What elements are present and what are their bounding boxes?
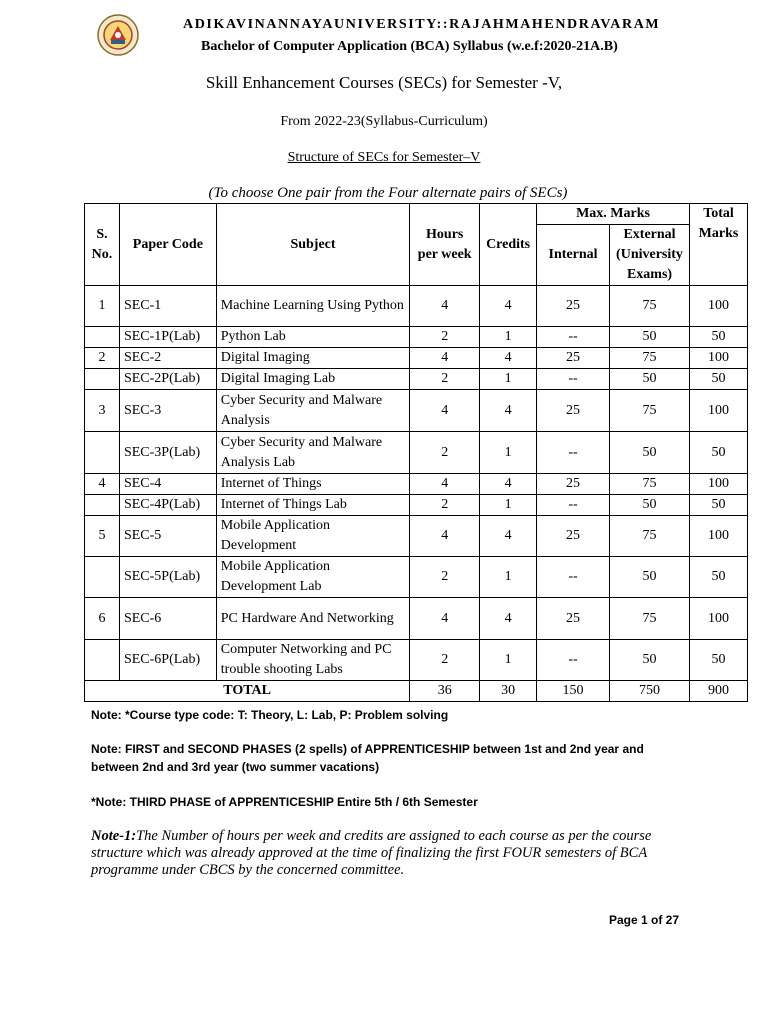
total-credits: 30 xyxy=(480,681,537,702)
cell-subject: PC Hardware And Networking xyxy=(216,598,409,640)
header-sno: S. No. xyxy=(85,204,120,286)
cell-credits: 4 xyxy=(480,348,537,369)
cell-hours: 2 xyxy=(410,495,480,516)
cell-subject: Internet of Things xyxy=(216,474,409,495)
cell-code: SEC-4P(Lab) xyxy=(119,495,216,516)
table-row xyxy=(85,432,748,474)
cell-hours: 4 xyxy=(410,348,480,369)
total-hours: 36 xyxy=(410,681,480,702)
cell-external: 75 xyxy=(610,598,690,640)
cell-total: 50 xyxy=(689,495,747,516)
note-course-type: Note: *Course type code: T: Theory, L: Lab, P: Problem solving xyxy=(91,708,449,722)
table-row xyxy=(85,286,748,327)
cell-code: SEC-5P(Lab) xyxy=(119,557,216,598)
cell-internal: -- xyxy=(537,557,610,598)
cell-code: SEC-5 xyxy=(119,516,216,557)
cell-hours: 4 xyxy=(410,598,480,640)
cell-external: 75 xyxy=(610,348,690,369)
university-seal-icon xyxy=(97,14,139,56)
cell-hours: 4 xyxy=(410,516,480,557)
cell-internal: 25 xyxy=(537,474,610,495)
table-row xyxy=(85,348,748,369)
cell-credits: 4 xyxy=(480,286,537,327)
cell-sno: 2 xyxy=(85,348,120,369)
cell-internal: 25 xyxy=(537,598,610,640)
header-subject: Subject xyxy=(216,204,409,286)
table-row xyxy=(85,369,748,390)
sec-table xyxy=(84,203,748,702)
note-1-label: Note-1: xyxy=(91,828,137,844)
cell-total: 50 xyxy=(689,369,747,390)
cell-total: 50 xyxy=(689,432,747,474)
cell-hours: 4 xyxy=(410,286,480,327)
cell-subject: Internet of Things Lab xyxy=(216,495,409,516)
cell-internal: -- xyxy=(537,327,610,348)
cell-external: 75 xyxy=(610,390,690,432)
cell-sno: 1 xyxy=(85,286,120,327)
cell-code: SEC-6P(Lab) xyxy=(119,640,216,681)
cell-hours: 2 xyxy=(410,557,480,598)
cell-sno: 4 xyxy=(85,474,120,495)
cell-hours: 4 xyxy=(410,390,480,432)
cell-total: 100 xyxy=(689,390,747,432)
header-paper-code: Paper Code xyxy=(119,204,216,286)
note-1-text: The Number of hours per week and credits are assigned to each course as per the course structure which was already approved at the time of finalizing the first FOUR semesters of BCA programme under CBCS by the concerned committee. xyxy=(91,828,652,878)
choose-instruction: (To choose One pair from the Four alternate pairs of SECs) xyxy=(208,185,568,201)
total-internal: 150 xyxy=(537,681,610,702)
cell-credits: 1 xyxy=(480,369,537,390)
table-row xyxy=(85,640,748,681)
sec-title: Skill Enhancement Courses (SECs) for Semester -V, xyxy=(205,73,563,92)
total-marks: 900 xyxy=(689,681,747,702)
course-title: Bachelor of Computer Application (BCA) Syllabus (w.e.f:2020-21A.B) xyxy=(201,39,618,54)
cell-credits: 4 xyxy=(480,598,537,640)
cell-subject: Cyber Security and Malware Analysis Lab xyxy=(216,432,409,474)
table-row xyxy=(85,390,748,432)
cell-subject: Mobile Application Development Lab xyxy=(216,557,409,598)
cell-internal: -- xyxy=(537,495,610,516)
cell-internal: 25 xyxy=(537,516,610,557)
cell-internal: 25 xyxy=(537,286,610,327)
cell-credits: 4 xyxy=(480,516,537,557)
note-apprenticeship: Note: FIRST and SECOND PHASES (2 spells) of APPRENTICESHIP between 1st and 2nd year and between 2nd and 3rd year (two summer vacations) xyxy=(91,742,644,774)
cell-total: 100 xyxy=(689,286,747,327)
cell-credits: 1 xyxy=(480,557,537,598)
cell-subject: Cyber Security and Malware Analysis xyxy=(216,390,409,432)
header-credits: Credits xyxy=(480,204,537,286)
cell-total: 100 xyxy=(689,474,747,495)
header-external: External (University Exams) xyxy=(610,225,690,286)
table-row xyxy=(85,495,748,516)
cell-subject: Mobile Application Development xyxy=(216,516,409,557)
note-1 xyxy=(91,828,691,879)
cell-code: SEC-3 xyxy=(119,390,216,432)
cell-subject: Python Lab xyxy=(216,327,409,348)
table-row xyxy=(85,516,748,557)
cell-total: 100 xyxy=(689,598,747,640)
cell-code: SEC-2 xyxy=(119,348,216,369)
cell-hours: 2 xyxy=(410,432,480,474)
cell-external: 50 xyxy=(610,327,690,348)
cell-code: SEC-3P(Lab) xyxy=(119,432,216,474)
cell-external: 50 xyxy=(610,640,690,681)
cell-hours: 2 xyxy=(410,369,480,390)
cell-sno xyxy=(85,640,120,681)
total-row xyxy=(85,681,748,702)
cell-credits: 4 xyxy=(480,474,537,495)
page-number: Page 1 of 27 xyxy=(609,913,680,927)
cell-subject: Machine Learning Using Python xyxy=(216,286,409,327)
cell-sno: 5 xyxy=(85,516,120,557)
cell-total: 100 xyxy=(689,516,747,557)
cell-external: 50 xyxy=(610,557,690,598)
total-external: 750 xyxy=(610,681,690,702)
header-internal: Internal xyxy=(537,225,610,286)
header-total: Total Marks xyxy=(689,204,747,286)
cell-external: 75 xyxy=(610,474,690,495)
cell-hours: 4 xyxy=(410,474,480,495)
cell-total: 50 xyxy=(689,557,747,598)
cell-code: SEC-1 xyxy=(119,286,216,327)
header-hours: Hours per week xyxy=(410,204,480,286)
cell-internal: 25 xyxy=(537,390,610,432)
cell-external: 75 xyxy=(610,286,690,327)
cell-subject: Computer Networking and PC trouble shooting Labs xyxy=(216,640,409,681)
cell-external: 50 xyxy=(610,495,690,516)
cell-external: 50 xyxy=(610,369,690,390)
cell-hours: 2 xyxy=(410,327,480,348)
cell-total: 50 xyxy=(689,327,747,348)
cell-internal: 25 xyxy=(537,348,610,369)
cell-code: SEC-4 xyxy=(119,474,216,495)
university-name: ADIKAVINANNAYAUNIVERSITY::RAJAHMAHENDRAVARAM xyxy=(183,17,661,32)
cell-code: SEC-1P(Lab) xyxy=(119,327,216,348)
cell-total: 100 xyxy=(689,348,747,369)
cell-sno xyxy=(85,369,120,390)
table-row xyxy=(85,474,748,495)
cell-sno xyxy=(85,495,120,516)
cell-credits: 1 xyxy=(480,640,537,681)
table-row xyxy=(85,327,748,348)
cell-credits: 1 xyxy=(480,432,537,474)
total-label: TOTAL xyxy=(85,681,410,702)
structure-heading: Structure of SECs for Semester–V xyxy=(287,150,481,165)
cell-internal: -- xyxy=(537,640,610,681)
cell-sno xyxy=(85,432,120,474)
header-max-marks: Max. Marks xyxy=(537,204,690,225)
cell-credits: 1 xyxy=(480,327,537,348)
cell-sno xyxy=(85,557,120,598)
cell-hours: 2 xyxy=(410,640,480,681)
cell-code: SEC-2P(Lab) xyxy=(119,369,216,390)
cell-credits: 1 xyxy=(480,495,537,516)
cell-credits: 4 xyxy=(480,390,537,432)
note-third-phase: *Note: THIRD PHASE of APPRENTICESHIP Entire 5th / 6th Semester xyxy=(91,795,478,809)
from-year: From 2022-23(Syllabus-Curriculum) xyxy=(280,114,488,129)
table-row xyxy=(85,557,748,598)
table-row xyxy=(85,598,748,640)
cell-code: SEC-6 xyxy=(119,598,216,640)
cell-sno: 3 xyxy=(85,390,120,432)
cell-external: 50 xyxy=(610,432,690,474)
cell-external: 75 xyxy=(610,516,690,557)
cell-total: 50 xyxy=(689,640,747,681)
cell-sno: 6 xyxy=(85,598,120,640)
cell-internal: -- xyxy=(537,432,610,474)
cell-subject: Digital Imaging Lab xyxy=(216,369,409,390)
cell-internal: -- xyxy=(537,369,610,390)
cell-subject: Digital Imaging xyxy=(216,348,409,369)
cell-sno xyxy=(85,327,120,348)
